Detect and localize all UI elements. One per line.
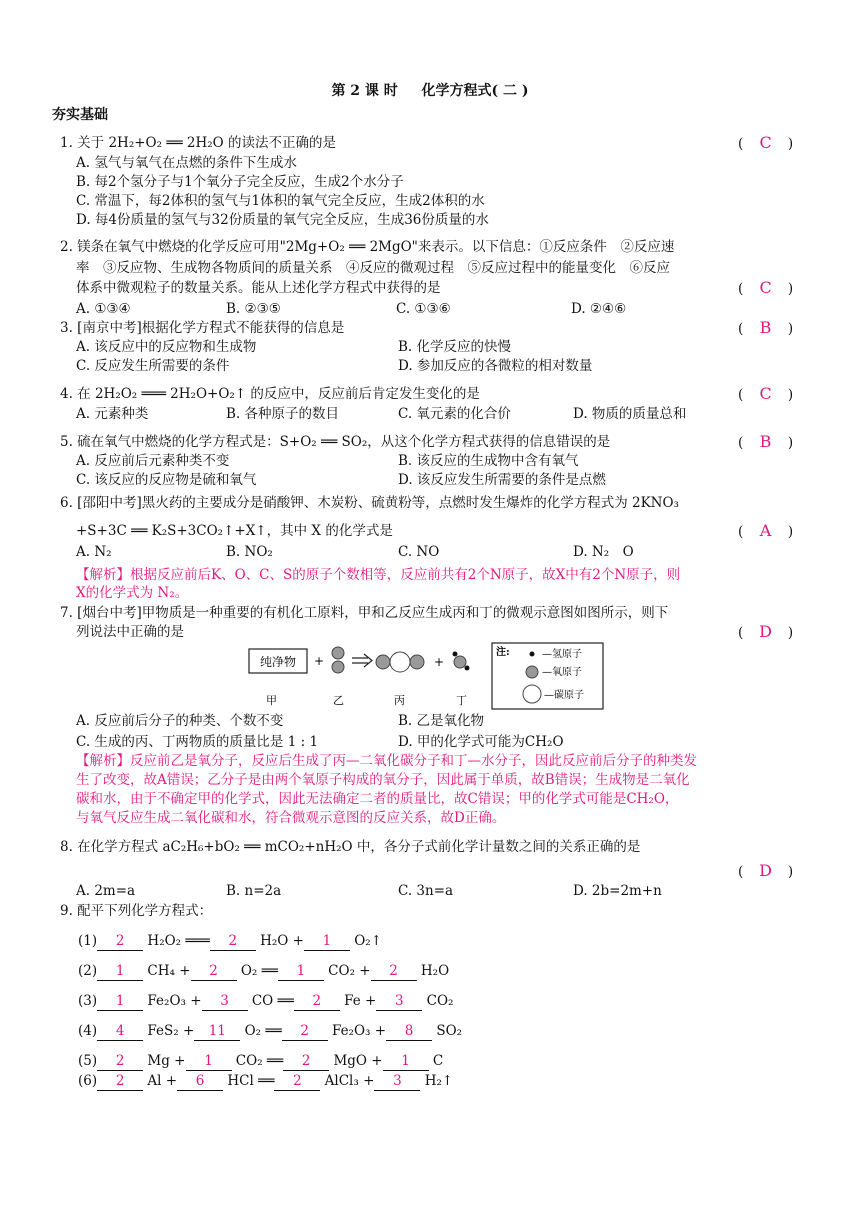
q1-answer: ( C ) bbox=[738, 133, 794, 152]
q3-option-d: D. 参加反应的各微粒的相对数量 bbox=[398, 358, 593, 374]
q5-option-c: C. 该反应的反应物是硫和氧气 bbox=[76, 472, 257, 488]
q7-line-1: 7. [烟台中考]甲物质是一种重要的有机化工原料，甲和乙反应生成丙和丁的微观示意图如图所示，则下 bbox=[60, 605, 669, 621]
q6-line-1: 6. [邵阳中考]黑火药的主要成分是硝酸钾、木炭粉、硫黄粉等，点燃时发生爆炸的化学方程式为 2KNO₃ bbox=[60, 495, 679, 511]
coef-blank: 3 bbox=[202, 992, 248, 1011]
legend-c-icon bbox=[523, 685, 541, 703]
q1-option-a: A. 氢气与氧气在点燃的条件下生成水 bbox=[76, 155, 297, 171]
coef-blank: 4 bbox=[97, 1022, 143, 1041]
q4-option-c: C. 氧元素的化合价 bbox=[398, 406, 511, 422]
q9-stem: 9. 配平下列化学方程式： bbox=[60, 903, 213, 919]
legend-note: 注: bbox=[496, 647, 510, 658]
q8-options bbox=[76, 882, 662, 900]
c-atom bbox=[390, 652, 410, 672]
q5-option-b: B. 该反应的生成物中含有氧气 bbox=[398, 453, 579, 469]
coef-blank: 3 bbox=[374, 1072, 420, 1091]
q7-line-2: 列说法中正确的是 bbox=[76, 624, 184, 640]
q7-answer: ( D ) bbox=[738, 622, 794, 641]
q4-option-b: B. 各种原子的数目 bbox=[226, 406, 340, 422]
q4-options bbox=[76, 405, 686, 423]
q7-analysis-2: 生了改变，故A错误；乙分子是由两个氧原子构成的氧分子，因此属于单质，故B错误；生成物是二氧化 bbox=[76, 772, 690, 788]
q3-options-row2 bbox=[76, 357, 592, 375]
q9-equation-6: (6) 2 Al + 6 HCl ══ 2 AlCl₃ + 3 H₂↑ bbox=[78, 1073, 454, 1089]
q9-equation-3: (3) 1 Fe₂O₃ + 3 CO ══ 2 Fe + 3 CO₂ bbox=[78, 993, 454, 1009]
q1-option-b: B. 每2个氢分子与1个氧分子完全反应，生成2个水分子 bbox=[76, 174, 404, 190]
page-title: 第 2 课 时 化学方程式( 二 ) bbox=[331, 83, 529, 99]
q8-option-b: B. n=2a bbox=[226, 883, 282, 899]
coef-blank: 1 bbox=[97, 962, 143, 981]
label-jia: 甲 bbox=[266, 694, 277, 707]
legend-c-label: —碳原子 bbox=[544, 690, 584, 701]
q7-analysis-3: 碳和水，由于不确定甲的化学式，因此无法确定二者的质量比，故C错误；甲的化学式可能是CH₂O， bbox=[76, 791, 679, 807]
q7-analysis-4: 与氧气反应生成二氧化碳和水，符合微观示意图的反应关系，故D正确。 bbox=[76, 810, 506, 826]
plus-sign-2: + bbox=[434, 655, 445, 669]
q9-equation-5: (5) 2 Mg + 1 CO₂ ══ 2 MgO + 1 C bbox=[78, 1053, 444, 1069]
o-atom bbox=[410, 655, 424, 669]
q2-option-a: A. ①③④ bbox=[76, 301, 131, 317]
q5-options-row2 bbox=[76, 471, 606, 489]
label-yi: 乙 bbox=[333, 694, 344, 707]
q5-option-d: D. 该反应发生所需要的条件是点燃 bbox=[398, 472, 606, 488]
coef-blank: 8 bbox=[386, 1022, 432, 1041]
q4-answer: ( C ) bbox=[738, 384, 794, 403]
q7-option-d: D. 甲的化学式可能为CH₂O bbox=[398, 734, 564, 750]
q5-stem: 5. 硫在氧气中燃烧的化学方程式是：S+O₂ ══ SO₂，从这个化学方程式获得的信息错误的是 bbox=[60, 434, 611, 450]
coef-blank: 2 bbox=[210, 932, 256, 951]
q3-answer: ( B ) bbox=[738, 318, 794, 337]
coef-blank: 2 bbox=[274, 1072, 320, 1091]
coef-blank: 1 bbox=[278, 962, 324, 981]
coef-blank: 2 bbox=[97, 1072, 143, 1091]
q7-option-b: B. 乙是氧化物 bbox=[398, 713, 485, 729]
h-atom bbox=[453, 652, 458, 657]
q9-equation-2: (2) 1 CH₄ + 2 O₂ ══ 1 CO₂ + 2 H₂O bbox=[78, 963, 450, 979]
q2-options bbox=[76, 300, 626, 318]
coef-blank: 2 bbox=[97, 1052, 143, 1071]
q8-option-a: A. 2m=a bbox=[76, 883, 136, 899]
coef-blank: 2 bbox=[97, 932, 143, 951]
q9-equation-1: (1) 2 H₂O₂ ═══ 2 H₂O + 1 O₂↑ bbox=[78, 933, 383, 949]
o-atom bbox=[332, 647, 344, 659]
q6-line-2: +S+3C ══ K₂S+3CO₂↑+X↑，其中 X 的化学式是 bbox=[76, 523, 393, 539]
q6-option-d: D. N₂ O bbox=[573, 544, 634, 560]
q7-option-c: C. 生成的丙、丁两物质的质量比是 1 : 1 bbox=[76, 734, 319, 750]
q2-option-d: D. ②④⑥ bbox=[571, 301, 627, 317]
legend-o-icon bbox=[526, 666, 538, 678]
q1-stem: 1. 关于 2H₂+O₂ ══ 2H₂O 的读法不正确的是 bbox=[60, 135, 336, 151]
q2-line-2: 率 ③反应物、生成物各物质间的质量关系 ④反应的微观过程 ⑤反应过程中的能量变化 ⑥反应 bbox=[76, 260, 670, 276]
q5-options-row1 bbox=[76, 452, 579, 470]
coef-blank: 11 bbox=[194, 1022, 240, 1041]
q8-option-d: D. 2b=2m+n bbox=[573, 883, 662, 899]
q6-options bbox=[76, 543, 634, 561]
legend-h-label: —氢原子 bbox=[542, 649, 582, 660]
coef-blank: 2 bbox=[371, 962, 417, 981]
coef-blank: 2 bbox=[282, 1022, 328, 1041]
h-atom bbox=[465, 666, 470, 671]
q4-option-d: D. 物质的质量总和 bbox=[573, 406, 687, 422]
q2-answer: ( C ) bbox=[738, 278, 794, 297]
coef-blank: 1 bbox=[383, 1052, 429, 1071]
q2-line-1: 2. 镁条在氧气中燃烧的化学反应可用"2Mg+O₂ ══ 2MgO"来表示。以下信息：①反应条件 ②反应速 bbox=[60, 239, 675, 255]
q3-options-row1 bbox=[76, 338, 511, 356]
coef-blank: 6 bbox=[177, 1072, 223, 1091]
q6-option-a: A. N₂ bbox=[76, 544, 112, 560]
legend-h-icon bbox=[530, 652, 535, 657]
reaction-diagram bbox=[248, 642, 604, 710]
q5-option-a: A. 反应前后元素种类不变 bbox=[76, 453, 230, 469]
q6-analysis-2: X的化学式为 N₂。 bbox=[76, 585, 189, 601]
coef-blank: 2 bbox=[294, 992, 340, 1011]
q6-option-c: C. NO bbox=[398, 544, 440, 560]
section-heading: 夯实基础 bbox=[52, 107, 108, 123]
pure-substance-label: 纯净物 bbox=[259, 655, 297, 669]
label-ding: 丁 bbox=[456, 694, 467, 707]
q1-option-c: C. 常温下，每2体积的氢气与1体积的氧气完全反应，生成2体积的水 bbox=[76, 193, 485, 209]
q7-analysis-1: 【解析】反应前乙是氧分子，反应后生成了丙—二氧化碳分子和丁—水分子，因此反应前后分子的种类发 bbox=[76, 753, 697, 769]
q2-option-b: B. ②③⑤ bbox=[226, 301, 281, 317]
q9-equation-4: (4) 4 FeS₂ + 11 O₂ ══ 2 Fe₂O₃ + 8 SO₂ bbox=[78, 1023, 463, 1039]
plus-sign-1: + bbox=[314, 654, 325, 668]
o-atom bbox=[376, 655, 390, 669]
q3-option-a: A. 该反应中的反应物和生成物 bbox=[76, 339, 257, 355]
q6-analysis-1: 【解析】根据反应前后K、O、C、S的原子个数相等，反应前共有2个N原子，故X中有2个N原子，则 bbox=[76, 567, 681, 583]
q4-option-a: A. 元素种类 bbox=[76, 406, 149, 422]
reaction-diagram-svg bbox=[248, 642, 604, 710]
coef-blank: 2 bbox=[191, 962, 237, 981]
coef-blank: 2 bbox=[283, 1052, 329, 1071]
q3-stem: 3. [南京中考]根据化学方程式不能获得的信息是 bbox=[60, 320, 345, 336]
q5-answer: ( B ) bbox=[738, 432, 794, 451]
label-bing: 丙 bbox=[394, 694, 405, 707]
coef-blank: 1 bbox=[186, 1052, 232, 1071]
q7-options-row1 bbox=[76, 712, 484, 730]
q8-option-c: C. 3n=a bbox=[398, 883, 454, 899]
q2-line-3: 体系中微观粒子的数量关系。能从上述化学方程式中获得的是 bbox=[76, 280, 441, 296]
coef-blank: 1 bbox=[304, 932, 350, 951]
q4-stem: 4. 在 2H₂O₂ ═══ 2H₂O+O₂↑ 的反应中，反应前后肯定发生变化的是 bbox=[60, 386, 480, 402]
reaction-arrow bbox=[352, 654, 372, 667]
q7-option-a: A. 反应前后分子的种类、个数不变 bbox=[76, 713, 284, 729]
coef-blank: 3 bbox=[376, 992, 422, 1011]
q3-option-c: C. 反应发生所需要的条件 bbox=[76, 358, 230, 374]
q8-answer: ( D ) bbox=[738, 861, 794, 880]
o-atom bbox=[454, 656, 466, 668]
legend-o-label: —氧原子 bbox=[542, 667, 582, 678]
q3-option-b: B. 化学反应的快慢 bbox=[398, 339, 512, 355]
q1-option-d: D. 每4份质量的氢气与32份质量的氧气完全反应，生成36份质量的水 bbox=[76, 212, 489, 228]
q7-options-row2 bbox=[76, 733, 564, 751]
q6-option-b: B. NO₂ bbox=[226, 544, 273, 560]
q2-option-c: C. ①③⑥ bbox=[396, 301, 451, 317]
q6-answer: ( A ) bbox=[738, 521, 794, 540]
o-atom bbox=[332, 661, 344, 673]
q8-stem: 8. 在化学方程式 aC₂H₆+bO₂ ══ mCO₂+nH₂O 中，各分子式前化学计量数之间的关系正确的是 bbox=[60, 839, 641, 855]
coef-blank: 1 bbox=[97, 992, 143, 1011]
